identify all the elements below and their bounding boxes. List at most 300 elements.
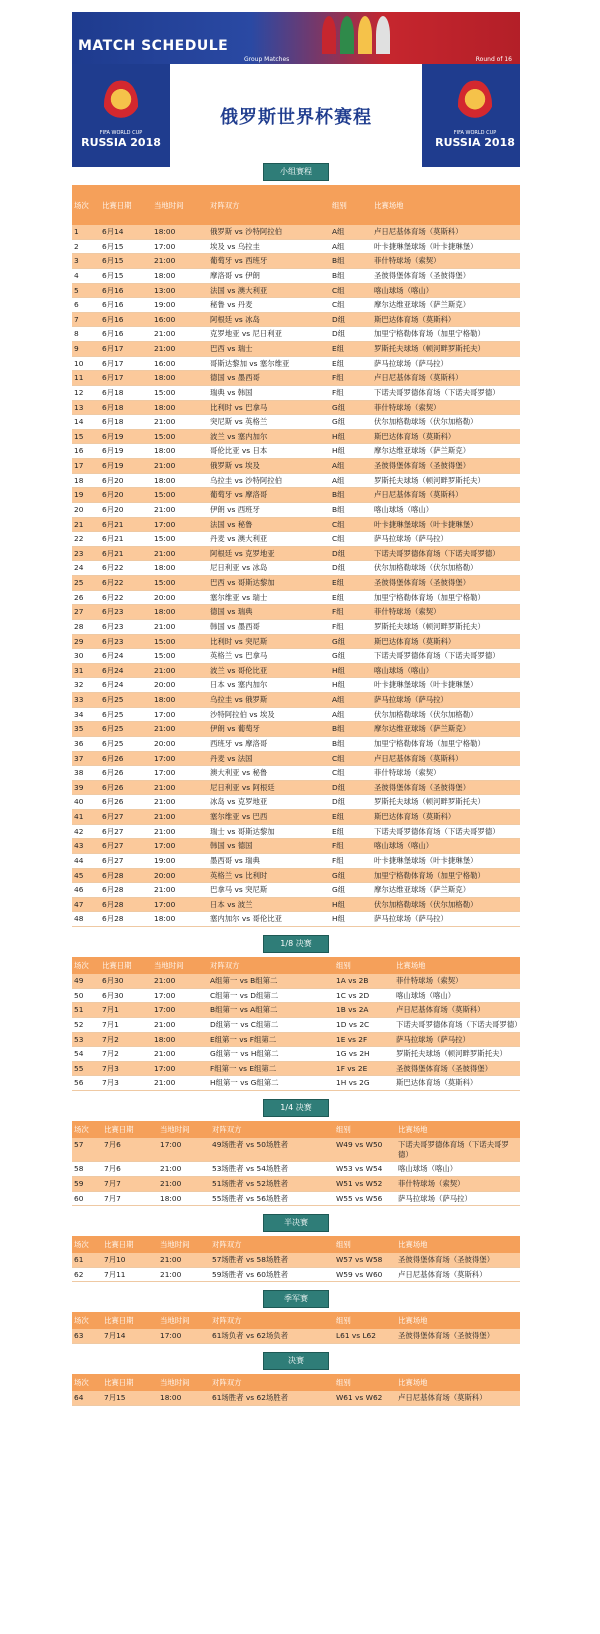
cell-venue: 叶卡捷琳堡球场（叶卡捷琳堡） (372, 853, 520, 868)
cell-match-date: 6月26 (100, 766, 152, 781)
cell-group: H组 (330, 912, 372, 927)
cell-fixture: 塞尔维亚 vs 瑞士 (208, 590, 330, 605)
cell-match-no: 42 (72, 824, 100, 839)
cell-match-no: 10 (72, 356, 100, 371)
cell-fixture: 摩洛哥 vs 伊朗 (208, 268, 330, 283)
cell-group: D组 (330, 780, 372, 795)
cell-venue: 斯巴达体育场（莫斯科） (372, 634, 520, 649)
cell-local-time: 19:00 (152, 298, 208, 313)
cell-local-time: 20:00 (152, 678, 208, 693)
cell-local-time: 15:00 (152, 649, 208, 664)
column-header-venue: 比赛场地 (396, 1236, 520, 1253)
cell-local-time: 21:00 (152, 824, 208, 839)
cell-match-date: 6月18 (100, 385, 152, 400)
cell-match-no: 5 (72, 283, 100, 298)
cell-group: 1G vs 2H (334, 1047, 394, 1062)
cell-match-date: 6月18 (100, 415, 152, 430)
cell-match-date: 7月2 (100, 1047, 152, 1062)
kremlin-tower-icon (358, 16, 372, 54)
table-row (72, 576, 520, 591)
cell-match-date: 6月28 (100, 883, 152, 898)
cell-local-time: 18:00 (152, 444, 208, 459)
trophy-icon (104, 80, 138, 128)
banner-title: MATCH SCHEDULE (78, 38, 229, 54)
cell-match-date: 6月16 (100, 298, 152, 313)
cell-match-date: 6月25 (100, 736, 152, 751)
table-row (72, 473, 520, 488)
column-header-fixture: 对阵双方 (210, 1312, 334, 1329)
group-stage-table (72, 185, 520, 927)
cell-match-date: 6月21 (100, 546, 152, 561)
cell-local-time: 15:00 (152, 429, 208, 444)
cell-group: H组 (330, 897, 372, 912)
cell-fixture: 尼日利亚 vs 冰岛 (208, 561, 330, 576)
table-row (72, 1253, 520, 1267)
table-row (72, 1162, 520, 1177)
cell-venue: 卢日尼基体育场（莫斯科） (372, 371, 520, 386)
cell-match-no: 53 (72, 1032, 100, 1047)
cell-local-time: 18:00 (158, 1391, 210, 1405)
cell-match-no: 24 (72, 561, 100, 576)
cell-match-no: 45 (72, 868, 100, 883)
cell-group: G组 (330, 883, 372, 898)
cell-match-no: 57 (72, 1138, 102, 1162)
table-row (72, 1061, 520, 1076)
column-header-fixture: 对阵双方 (208, 957, 334, 974)
cell-match-date: 6月19 (100, 459, 152, 474)
column-header-local-time: 当地时间 (158, 1312, 210, 1329)
group-matches-label: Group Matches (244, 56, 290, 63)
cell-local-time: 21:00 (152, 459, 208, 474)
table-row (72, 371, 520, 386)
cell-venue: 萨马拉球场（萨马拉） (394, 1032, 520, 1047)
cell-group: 1H vs 2G (334, 1076, 394, 1091)
cell-local-time: 21:00 (158, 1176, 210, 1191)
cell-local-time: 21:00 (152, 780, 208, 795)
column-header-local-time: 当地时间 (158, 1121, 210, 1138)
cell-fixture: 61场负者 vs 62场负者 (210, 1329, 334, 1343)
cell-venue: 摩尔达维亚球场（萨兰斯克） (372, 722, 520, 737)
cell-venue: 菲什特球场（索契） (396, 1176, 520, 1191)
cell-group: F组 (330, 385, 372, 400)
column-header-match-no: 场次 (72, 185, 100, 225)
cell-venue: 菲什特球场（索契） (372, 766, 520, 781)
table-row (72, 1076, 520, 1091)
cell-venue: 下诺夫哥罗德体育场（下诺夫哥罗德） (372, 824, 520, 839)
cell-group: B组 (330, 502, 372, 517)
cell-match-no: 48 (72, 912, 100, 927)
cell-match-no: 2 (72, 239, 100, 254)
cell-fixture: 塞尔维亚 vs 巴西 (208, 810, 330, 825)
round-of-16-section (72, 935, 520, 1091)
table-row (72, 1191, 520, 1206)
cell-local-time: 21:00 (152, 663, 208, 678)
cell-local-time: 17:00 (152, 751, 208, 766)
schedule-poster (72, 12, 520, 1406)
cell-group: W53 vs W54 (334, 1162, 396, 1177)
quarter-final-table (72, 1121, 520, 1206)
table-row (72, 1032, 520, 1047)
cell-group: 1D vs 2C (334, 1017, 394, 1032)
cell-match-no: 14 (72, 415, 100, 430)
cell-venue: 喀山球场（喀山） (394, 988, 520, 1003)
table-row (72, 1003, 520, 1018)
table-row (72, 1267, 520, 1282)
column-header-fixture: 对阵双方 (210, 1374, 334, 1391)
cell-venue: 卢日尼基体育场（莫斯科） (396, 1267, 520, 1282)
cell-match-no: 27 (72, 605, 100, 620)
table-row (72, 751, 520, 766)
column-header-group: 组别 (334, 957, 394, 974)
semi-final-table (72, 1236, 520, 1282)
cell-match-no: 17 (72, 459, 100, 474)
cell-match-no: 41 (72, 810, 100, 825)
cell-match-date: 6月28 (100, 912, 152, 927)
cell-match-no: 61 (72, 1253, 102, 1267)
cell-match-date: 7月6 (102, 1162, 158, 1177)
group-stage-section (72, 163, 520, 927)
cell-group: C组 (330, 766, 372, 781)
cell-match-date: 6月17 (100, 342, 152, 357)
cell-fixture: 尼日利亚 vs 阿根廷 (208, 780, 330, 795)
cell-match-no: 51 (72, 1003, 100, 1018)
section-badge: 1/8 决赛 (263, 935, 329, 953)
table-row (72, 736, 520, 751)
cell-group: D组 (330, 561, 372, 576)
cell-fixture: F组第一 vs E组第二 (208, 1061, 334, 1076)
cell-match-no: 28 (72, 619, 100, 634)
cell-group: E组 (330, 342, 372, 357)
cell-local-time: 15:00 (152, 385, 208, 400)
cell-local-time: 17:00 (152, 239, 208, 254)
table-row (72, 298, 520, 313)
table-row (72, 810, 520, 825)
cell-venue: 喀山球场（喀山） (372, 839, 520, 854)
cell-local-time: 17:00 (152, 1003, 208, 1018)
cell-match-no: 52 (72, 1017, 100, 1032)
table-row (72, 678, 520, 693)
cell-match-no: 11 (72, 371, 100, 386)
column-header-local-time: 当地时间 (158, 1236, 210, 1253)
cell-match-date: 6月16 (100, 312, 152, 327)
cell-match-no: 6 (72, 298, 100, 313)
cell-match-date: 6月27 (100, 824, 152, 839)
cell-match-date: 6月14 (100, 225, 152, 239)
cell-group: B组 (330, 488, 372, 503)
cell-group: H组 (330, 663, 372, 678)
cell-match-date: 6月16 (100, 327, 152, 342)
table-row (72, 561, 520, 576)
cell-fixture: 55场胜者 vs 56场胜者 (210, 1191, 334, 1206)
cell-group: D组 (330, 795, 372, 810)
cell-group: H组 (330, 678, 372, 693)
cell-fixture: 阿根廷 vs 冰岛 (208, 312, 330, 327)
column-header-match-date: 比赛日期 (100, 185, 152, 225)
cell-venue: 伏尔加格勒球场（伏尔加格勒） (372, 415, 520, 430)
cell-fixture: 51场胜者 vs 52场胜者 (210, 1176, 334, 1191)
cell-match-date: 7月7 (102, 1176, 158, 1191)
cell-match-date: 7月10 (102, 1253, 158, 1267)
cell-venue: 菲什特球场（索契） (372, 605, 520, 620)
cell-match-date: 6月15 (100, 268, 152, 283)
cell-match-date: 6月25 (100, 722, 152, 737)
cell-match-no: 15 (72, 429, 100, 444)
cell-local-time: 17:00 (152, 1061, 208, 1076)
cell-fixture: 59场胜者 vs 60场胜者 (210, 1267, 334, 1282)
column-header-match-date: 比赛日期 (102, 1121, 158, 1138)
cell-venue: 萨马拉球场（萨马拉） (396, 1191, 520, 1206)
cell-group: C组 (330, 517, 372, 532)
cell-match-no: 29 (72, 634, 100, 649)
cell-match-date: 7月3 (100, 1061, 152, 1076)
cell-venue: 菲什特球场（索契） (372, 400, 520, 415)
cell-match-no: 64 (72, 1391, 102, 1405)
table-row (72, 239, 520, 254)
table-row (72, 400, 520, 415)
cell-match-no: 16 (72, 444, 100, 459)
cell-match-date: 7月14 (102, 1329, 158, 1343)
cell-fixture: 俄罗斯 vs 沙特阿拉伯 (208, 225, 330, 239)
cell-match-no: 60 (72, 1191, 102, 1206)
cell-group: A组 (330, 707, 372, 722)
cell-venue: 摩尔达维亚球场（萨兰斯克） (372, 883, 520, 898)
cell-fixture: 墨西哥 vs 瑞典 (208, 853, 330, 868)
cell-match-date: 7月1 (100, 1003, 152, 1018)
cell-group: G组 (330, 649, 372, 664)
column-header-group: 组别 (334, 1121, 396, 1138)
cell-local-time: 21:00 (152, 883, 208, 898)
cell-group: A组 (330, 459, 372, 474)
cell-fixture: 俄罗斯 vs 埃及 (208, 459, 330, 474)
cell-match-no: 62 (72, 1267, 102, 1282)
cell-fixture: H组第一 vs G组第二 (208, 1076, 334, 1091)
cell-match-date: 6月27 (100, 839, 152, 854)
section-badge: 决赛 (263, 1352, 329, 1370)
cell-local-time: 15:00 (152, 532, 208, 547)
cell-group: E组 (330, 356, 372, 371)
cell-local-time: 21:00 (158, 1162, 210, 1177)
cell-fixture: 伊朗 vs 西班牙 (208, 502, 330, 517)
cell-match-date: 6月26 (100, 795, 152, 810)
kremlin-tower-icon (322, 16, 336, 54)
world-cup-logo-right: FIFA WORLD CUP RUSSIA 2018 (430, 80, 520, 149)
cell-match-date: 6月21 (100, 517, 152, 532)
cell-group: E组 (330, 824, 372, 839)
cell-venue: 叶卡捷琳堡球场（叶卡捷琳堡） (372, 678, 520, 693)
trophy-icon (458, 80, 492, 128)
cell-local-time: 21:00 (152, 795, 208, 810)
cell-fixture: C组第一 vs D组第二 (208, 988, 334, 1003)
cell-venue: 加里宁格勒体育场（加里宁格勒） (372, 327, 520, 342)
cell-fixture: 瑞士 vs 哥斯达黎加 (208, 824, 330, 839)
cell-fixture: 伊朗 vs 葡萄牙 (208, 722, 330, 737)
table-row (72, 488, 520, 503)
cell-fixture: 德国 vs 瑞典 (208, 605, 330, 620)
cell-match-date: 6月20 (100, 488, 152, 503)
cell-venue: 下诺夫哥罗德体育场（下诺夫哥罗德） (396, 1138, 520, 1162)
cell-group: C组 (330, 298, 372, 313)
cell-fixture: 波兰 vs 塞内加尔 (208, 429, 330, 444)
column-header-match-no: 场次 (72, 1121, 102, 1138)
cell-venue: 斯巴达体育场（莫斯科） (394, 1076, 520, 1091)
cell-venue: 伏尔加格勒球场（伏尔加格勒） (372, 897, 520, 912)
column-header-local-time: 当地时间 (158, 1374, 210, 1391)
cell-match-date: 6月26 (100, 751, 152, 766)
column-header-local-time: 当地时间 (152, 185, 208, 225)
column-header-match-date: 比赛日期 (102, 1312, 158, 1329)
cell-fixture: 61场胜者 vs 62场胜者 (210, 1391, 334, 1405)
cell-venue: 摩尔达维亚球场（萨兰斯克） (372, 298, 520, 313)
cell-fixture: E组第一 vs F组第二 (208, 1032, 334, 1047)
cell-fixture: 葡萄牙 vs 西班牙 (208, 254, 330, 269)
cell-fixture: 韩国 vs 墨西哥 (208, 619, 330, 634)
table-row (72, 634, 520, 649)
column-header-match-date: 比赛日期 (102, 1374, 158, 1391)
cell-venue: 圣彼得堡体育场（圣彼得堡） (372, 780, 520, 795)
cell-local-time: 21:00 (152, 254, 208, 269)
cell-fixture: 49场胜者 vs 50场胜者 (210, 1138, 334, 1162)
cell-fixture: 乌拉圭 vs 沙特阿拉伯 (208, 473, 330, 488)
cell-venue: 卢日尼基体育场（莫斯科） (394, 1003, 520, 1018)
cell-local-time: 15:00 (152, 634, 208, 649)
cell-venue: 卢日尼基体育场（莫斯科） (372, 751, 520, 766)
cell-fixture: 波兰 vs 哥伦比亚 (208, 663, 330, 678)
cell-local-time: 13:00 (152, 283, 208, 298)
round-of-16-table (72, 957, 520, 1091)
cell-local-time: 20:00 (152, 590, 208, 605)
table-row (72, 356, 520, 371)
table-row (72, 283, 520, 298)
cell-fixture: 丹麦 vs 法国 (208, 751, 330, 766)
cell-venue: 下诺夫哥罗德体育场（下诺夫哥罗德） (372, 546, 520, 561)
cell-venue: 斯巴达体育场（莫斯科） (372, 429, 520, 444)
cell-match-no: 55 (72, 1061, 100, 1076)
cell-fixture: 比利时 vs 突尼斯 (208, 634, 330, 649)
cell-match-no: 30 (72, 649, 100, 664)
cell-match-date: 6月23 (100, 605, 152, 620)
cell-fixture: 巴西 vs 瑞士 (208, 342, 330, 357)
table-row (72, 254, 520, 269)
cell-match-date: 7月6 (102, 1138, 158, 1162)
cell-fixture: 哥伦比亚 vs 日本 (208, 444, 330, 459)
column-header-local-time: 当地时间 (152, 957, 208, 974)
quarter-final-section (72, 1099, 520, 1206)
table-row (72, 883, 520, 898)
cell-group: W57 vs W58 (334, 1253, 396, 1267)
cell-match-no: 7 (72, 312, 100, 327)
cell-local-time: 18:00 (152, 912, 208, 927)
table-row (72, 268, 520, 283)
table-row (72, 1176, 520, 1191)
cell-fixture: 法国 vs 澳大利亚 (208, 283, 330, 298)
cell-fixture: 英格兰 vs 比利时 (208, 868, 330, 883)
cell-local-time: 20:00 (152, 736, 208, 751)
cell-local-time: 21:00 (152, 974, 208, 988)
cell-venue: 圣彼得堡体育场（圣彼得堡） (394, 1061, 520, 1076)
cell-match-no: 4 (72, 268, 100, 283)
cell-match-no: 43 (72, 839, 100, 854)
cell-fixture: D组第一 vs C组第二 (208, 1017, 334, 1032)
cell-match-no: 46 (72, 883, 100, 898)
cell-venue: 加里宁格勒体育场（加里宁格勒） (372, 868, 520, 883)
cell-local-time: 18:00 (152, 400, 208, 415)
table-row (72, 502, 520, 517)
cell-match-no: 20 (72, 502, 100, 517)
column-header-group: 组别 (334, 1236, 396, 1253)
cell-group: F组 (330, 605, 372, 620)
cell-local-time: 17:00 (152, 707, 208, 722)
cell-local-time: 21:00 (152, 502, 208, 517)
cell-match-date: 6月15 (100, 239, 152, 254)
cell-match-no: 33 (72, 693, 100, 708)
cell-local-time: 20:00 (152, 868, 208, 883)
cell-group: C组 (330, 751, 372, 766)
final-section (72, 1352, 520, 1406)
cell-local-time: 17:00 (152, 766, 208, 781)
cell-venue: 伏尔加格勒球场（伏尔加格勒） (372, 707, 520, 722)
cell-local-time: 17:00 (152, 517, 208, 532)
cell-group: 1F vs 2E (334, 1061, 394, 1076)
banner (72, 12, 520, 167)
cell-group: W55 vs W56 (334, 1191, 396, 1206)
table-row (72, 693, 520, 708)
cell-venue: 萨马拉球场（萨马拉） (372, 532, 520, 547)
cell-local-time: 18:00 (152, 268, 208, 283)
cell-fixture: 哥斯达黎加 vs 塞尔维亚 (208, 356, 330, 371)
table-row (72, 839, 520, 854)
cell-local-time: 18:00 (152, 693, 208, 708)
column-header-venue: 比赛场地 (396, 1312, 520, 1329)
table-row (72, 663, 520, 678)
cell-group: E组 (330, 810, 372, 825)
cell-group: 1C vs 2D (334, 988, 394, 1003)
cell-match-date: 6月30 (100, 988, 152, 1003)
cell-fixture: 澳大利亚 vs 秘鲁 (208, 766, 330, 781)
cell-group: E组 (330, 576, 372, 591)
cell-venue: 下诺夫哥罗德体育场（下诺夫哥罗德） (372, 649, 520, 664)
cell-local-time: 21:00 (152, 1017, 208, 1032)
cell-fixture: 乌拉圭 vs 俄罗斯 (208, 693, 330, 708)
cell-venue: 圣彼得堡体育场（圣彼得堡） (372, 268, 520, 283)
cell-fixture: 冰岛 vs 克罗地亚 (208, 795, 330, 810)
cell-fixture: G组第一 vs H组第二 (208, 1047, 334, 1062)
table-row (72, 1138, 520, 1162)
cell-fixture: 丹麦 vs 澳大利亚 (208, 532, 330, 547)
final-table (72, 1374, 520, 1406)
table-row (72, 1047, 520, 1062)
table-row (72, 868, 520, 883)
cell-match-date: 7月7 (102, 1191, 158, 1206)
cell-group: W61 vs W62 (334, 1391, 396, 1405)
cell-match-date: 6月20 (100, 502, 152, 517)
cell-local-time: 21:00 (152, 619, 208, 634)
cell-fixture: 瑞典 vs 韩国 (208, 385, 330, 400)
cell-group: F组 (330, 839, 372, 854)
cell-venue: 喀山球场（喀山） (372, 663, 520, 678)
cell-group: B组 (330, 268, 372, 283)
cell-group: G组 (330, 400, 372, 415)
cell-group: B组 (330, 722, 372, 737)
section-badge: 半决赛 (263, 1214, 329, 1232)
cell-match-date: 6月23 (100, 634, 152, 649)
cell-match-no: 56 (72, 1076, 100, 1091)
cell-match-date: 6月18 (100, 400, 152, 415)
cell-group: G组 (330, 634, 372, 649)
cell-group: F组 (330, 371, 372, 386)
cell-venue: 下诺夫哥罗德体育场（下诺夫哥罗德） (372, 385, 520, 400)
cell-local-time: 21:00 (152, 327, 208, 342)
cell-fixture: 53场胜者 vs 54场胜者 (210, 1162, 334, 1177)
